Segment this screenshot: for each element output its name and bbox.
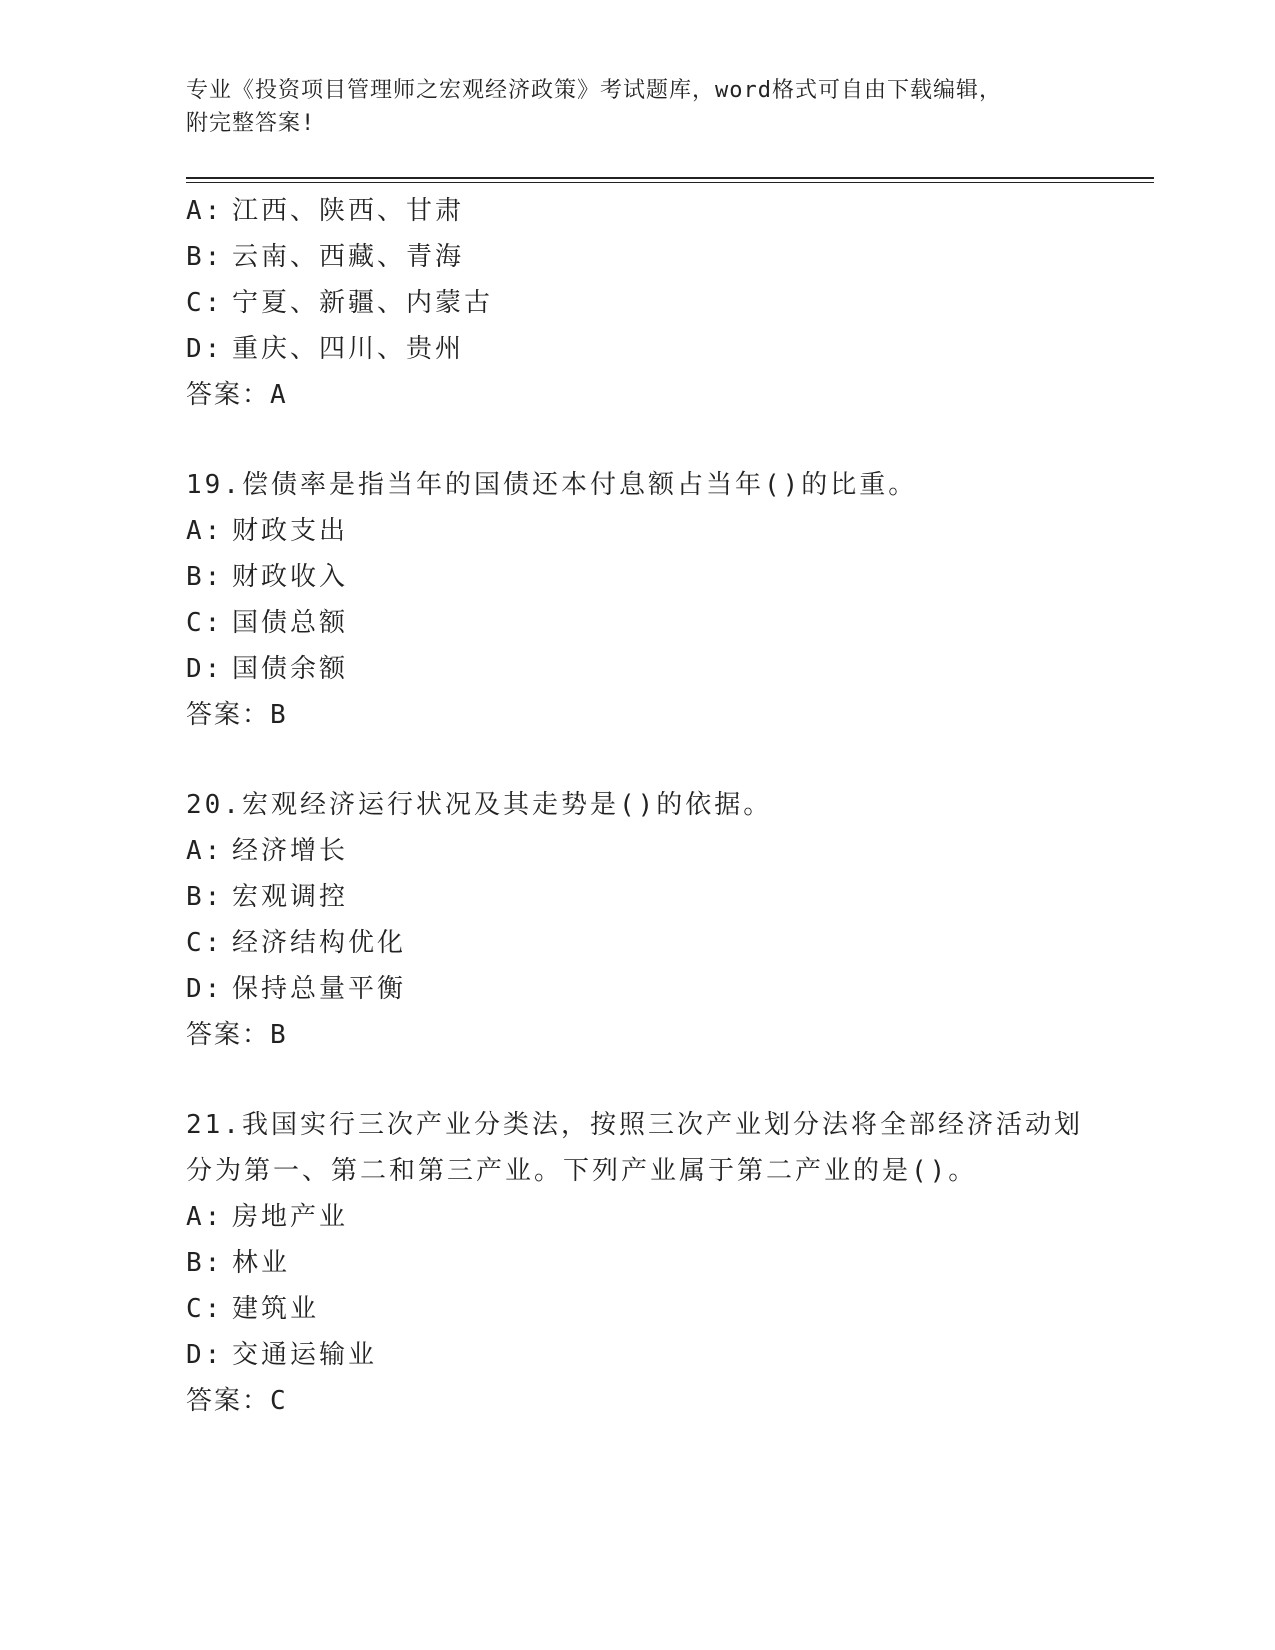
option-d [186,326,1086,372]
option-a [186,828,1086,874]
question-stem-line-2: 分为第一、第二和第三产业。下列产业属于第二产业的是()。 [186,1156,978,1186]
option-letter: D: [186,654,224,684]
option-letter: A: [186,1202,224,1232]
option-letter: C: [186,608,224,638]
header-line-1: 专业《投资项目管理师之宏观经济政策》考试题库，word格式可自由下载编辑， [186,78,1002,103]
option-letter: A: [186,516,224,546]
option-a [186,1194,1086,1240]
option-text: 重庆、四川、贵州 [232,334,465,364]
question-stem: 19.偿债率是指当年的国债还本付息额占当年()的比重。 [186,470,918,500]
answer-label: 答案： [186,700,271,730]
option-text: 房地产业 [232,1202,349,1232]
option-text: 经济增长 [232,836,349,866]
question-spacer [186,418,1086,462]
option-c [186,1286,1086,1332]
question-stem: 20.宏观经济运行状况及其走势是()的依据。 [186,790,773,820]
answer-label: 答案： [186,380,271,410]
answer-value: C [270,1386,289,1416]
option-letter: C: [186,288,224,318]
option-b [186,554,1086,600]
question-stem-line-1: 21.我国实行三次产业分类法，按照三次产业划分法将全部经济活动划 [186,1110,1083,1140]
option-letter: B: [186,242,224,272]
option-text: 保持总量平衡 [232,974,407,1004]
option-d [186,966,1086,1012]
option-letter: C: [186,1294,224,1324]
answer-line [186,1012,1086,1058]
question-20 [186,782,1086,1058]
option-b [186,234,1086,280]
answer-line [186,692,1086,738]
question-list [186,188,1086,1424]
option-c [186,600,1086,646]
option-letter: D: [186,974,224,1004]
option-a [186,508,1086,554]
question-spacer [186,1058,1086,1102]
question-19 [186,462,1086,738]
answer-value: B [270,1020,289,1050]
option-text: 云南、西藏、青海 [232,242,465,272]
option-text: 江西、陕西、甘肃 [232,196,465,226]
option-text: 财政收入 [232,562,349,592]
option-letter: B: [186,882,224,912]
option-a [186,188,1086,234]
option-text: 宏观调控 [232,882,349,912]
option-letter: C: [186,928,224,958]
answer-line [186,372,1086,418]
answer-value: B [270,700,289,730]
document-header [186,74,1086,140]
option-c [186,920,1086,966]
option-b [186,1240,1086,1286]
option-text: 财政支出 [232,516,349,546]
answer-value: A [270,380,289,410]
option-text: 经济结构优化 [232,928,407,958]
option-letter: D: [186,334,224,364]
header-divider-thin [186,182,1154,183]
option-letter: A: [186,836,224,866]
answer-label: 答案： [186,1020,271,1050]
option-text: 国债总额 [232,608,349,638]
option-text: 交通运输业 [232,1340,378,1370]
header-divider-thick [186,177,1154,179]
option-letter: D: [186,1340,224,1370]
question-spacer [186,738,1086,782]
option-d [186,646,1086,692]
option-b [186,874,1086,920]
option-text: 宁夏、新疆、内蒙古 [232,288,494,318]
option-text: 建筑业 [232,1294,320,1324]
header-line-2: 附完整答案! [186,111,316,136]
answer-line [186,1378,1086,1424]
answer-label: 答案： [186,1386,271,1416]
option-d [186,1332,1086,1378]
option-letter: B: [186,562,224,592]
question-18-partial [186,188,1086,418]
option-letter: A: [186,196,224,226]
option-text: 林业 [232,1248,291,1278]
option-letter: B: [186,1248,224,1278]
option-c [186,280,1086,326]
question-21 [186,1102,1086,1424]
option-text: 国债余额 [232,654,349,684]
